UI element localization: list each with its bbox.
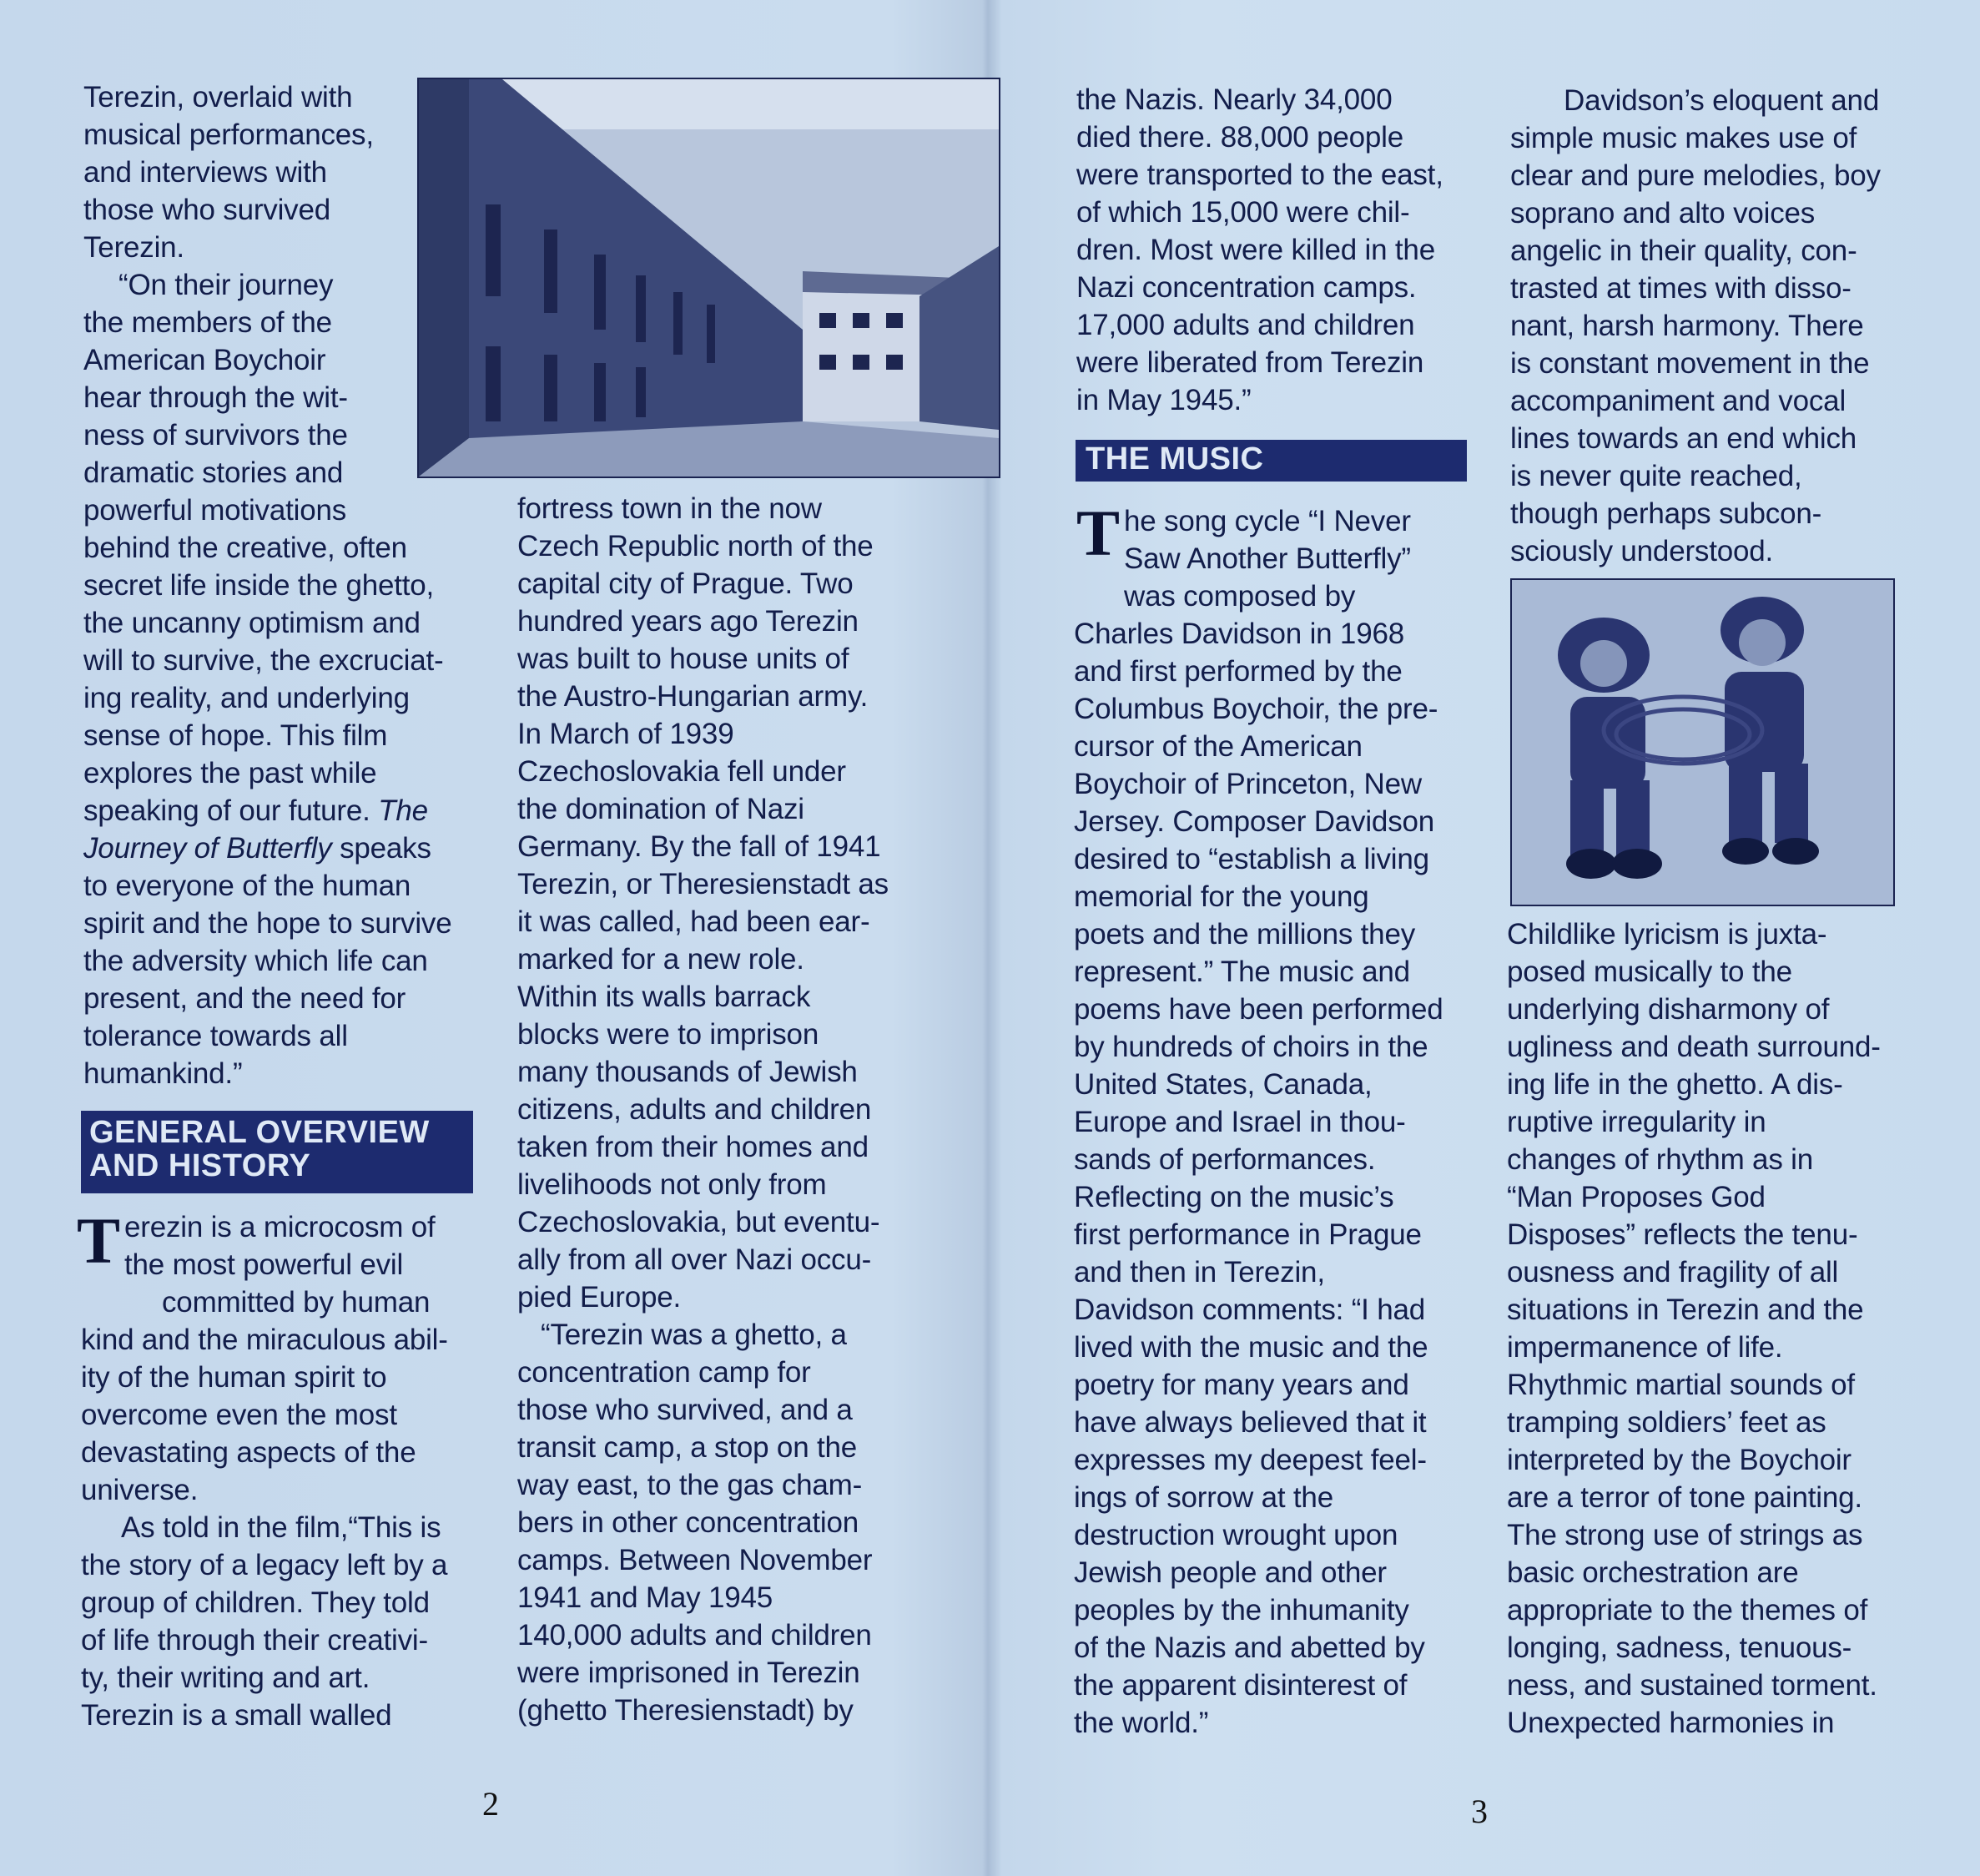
text-line: kind and the miraculous abil- <box>81 1324 448 1356</box>
text-line: peoples by the inhumanity <box>1074 1594 1409 1626</box>
text-line: the Nazis. Nearly 34,000 <box>1076 83 1393 116</box>
text-line: Czechoslovakia, but eventu- <box>517 1206 880 1238</box>
text-line: he song cycle “I Never <box>1124 505 1411 537</box>
text-line: of which 15,000 were chil- <box>1076 196 1410 229</box>
text-line: humankind.” <box>83 1057 243 1090</box>
text-line: those who survived <box>83 194 331 226</box>
text-line: was built to house units of <box>517 643 849 675</box>
text-line: Czechoslovakia fell under <box>517 755 846 788</box>
text-line: transit camp, a stop on the <box>517 1431 858 1464</box>
text-line: blocks were to imprison <box>517 1018 819 1051</box>
text-line: ing reality, and underlying <box>83 682 410 714</box>
text-line: secret life inside the ghetto, <box>83 569 435 602</box>
text-line: in May 1945.” <box>1076 384 1252 416</box>
text-line: taken from their homes and <box>517 1131 869 1163</box>
text-line <box>83 830 451 867</box>
text-line: lines towards an end which <box>1510 422 1857 455</box>
text-line: lived with the music and the <box>1074 1331 1428 1364</box>
text-line: is constant movement in the <box>1510 347 1870 380</box>
text-line: In March of 1939 <box>517 718 734 750</box>
text-line: have always believed that it <box>1074 1406 1427 1439</box>
text-line: 140,000 adults and children <box>517 1619 872 1652</box>
text-line: dramatic stories and <box>83 456 344 489</box>
text-line: the most powerful evil <box>124 1248 404 1281</box>
text-line: erezin is a microcosm of <box>124 1211 436 1243</box>
text-line: trasted at times with disso- <box>1510 272 1852 305</box>
text-line: interpreted by the Boychoir <box>1507 1444 1852 1476</box>
text-line: behind the creative, often <box>83 532 407 564</box>
section-heading-the-music: THE MUSIC <box>1076 440 1467 482</box>
text-line: concentration camp for <box>517 1356 811 1389</box>
text-line: is never quite reached, <box>1510 460 1802 492</box>
text-line: Jersey. Composer Davidson <box>1074 805 1435 838</box>
text-line: posed musically to the <box>1507 956 1792 988</box>
text-line: powerful motivations <box>83 494 347 527</box>
text-line: “Terezin was a ghetto, a <box>541 1319 847 1351</box>
text-line: devastating aspects of the <box>81 1436 416 1469</box>
text-line: (ghetto Theresienstadt) by <box>517 1694 854 1727</box>
text-line: nant, harsh harmony. There <box>1510 310 1864 342</box>
text-line: As told in the film,“This is <box>121 1511 441 1544</box>
text-line: ty, their writing and art. <box>81 1662 370 1694</box>
text-line: cursor of the American <box>1074 730 1363 763</box>
text-line: Terezin. <box>83 231 184 264</box>
text-line: simple music makes use of <box>1510 122 1857 154</box>
text-line: universe. <box>81 1474 199 1506</box>
heading-line: GENERAL OVERVIEW <box>89 1115 430 1150</box>
text-segment: speaking of our future. <box>83 794 379 827</box>
text-line: ings of sorrow at the <box>1074 1481 1333 1514</box>
left-col1-bottom-text <box>81 1208 448 1734</box>
text-line: represent.” The music and <box>1074 956 1410 988</box>
text-line: and then in Terezin, <box>1074 1256 1325 1288</box>
text-line: sciously understood. <box>1510 535 1774 567</box>
right-col3-bottom-text <box>1074 497 1443 1742</box>
text-line: to everyone of the human <box>83 870 411 902</box>
text-line: ugliness and death surround- <box>1507 1031 1881 1063</box>
text-line: desired to “establish a living <box>1074 843 1429 875</box>
text-line: Nazi concentration camps. <box>1076 271 1417 304</box>
text-line: Jewish people and other <box>1074 1556 1387 1589</box>
text-line: first performance in Prague <box>1074 1218 1422 1251</box>
italic-title-text: The <box>378 794 428 827</box>
text-line: musical performances, <box>83 119 374 151</box>
text-line: way east, to the gas cham- <box>517 1469 863 1501</box>
text-line: appropriate to the themes of <box>1507 1594 1868 1626</box>
text-line: American Boychoir <box>83 344 326 376</box>
text-line: group of children. They told <box>81 1586 430 1619</box>
text-line: Within its walls barrack <box>517 981 811 1013</box>
text-line: will to survive, the excruciat- <box>83 644 444 677</box>
text-line: expresses my deepest feel- <box>1074 1444 1427 1476</box>
left-col2-text <box>517 490 889 1729</box>
text-line: Charles Davidson in 1968 <box>1074 618 1404 650</box>
text-line: underlying disharmony of <box>1507 993 1830 1026</box>
text-line: angelic in their quality, con- <box>1510 234 1857 267</box>
text-line: were transported to the east, <box>1076 159 1443 191</box>
text-line: Reflecting on the music’s <box>1074 1181 1394 1213</box>
text-line: The strong use of strings as <box>1507 1519 1863 1551</box>
text-line: ally from all over Nazi occu- <box>517 1243 872 1276</box>
text-line: the story of a legacy left by a <box>81 1549 448 1581</box>
text-line: impermanence of life. <box>1507 1331 1783 1364</box>
text-line: committed by human <box>162 1286 431 1319</box>
text-line: accompaniment and vocal <box>1510 385 1846 417</box>
text-line: Davidson’s eloquent and <box>1564 84 1880 117</box>
terezin-barracks-photo <box>417 78 1000 478</box>
text-line: tolerance towards all <box>83 1020 348 1052</box>
text-line: poems have been performed <box>1074 993 1443 1026</box>
right-col4-top-text <box>1510 82 1881 570</box>
text-line: citizens, adults and children <box>517 1093 872 1126</box>
drop-cap: T <box>1076 497 1121 569</box>
text-line: bers in other concentration <box>517 1506 859 1539</box>
children-drawing-image <box>1510 578 1895 906</box>
text-segment: speaks <box>331 832 431 865</box>
text-line: ruptive irregularity in <box>1507 1106 1766 1138</box>
text-line: destruction wrought upon <box>1074 1519 1398 1551</box>
text-line: memorial for the young <box>1074 880 1369 913</box>
text-line: those who survived, and a <box>517 1394 853 1426</box>
text-line: Disposes” reflects the tenu- <box>1507 1218 1858 1251</box>
text-line: and interviews with <box>83 156 327 189</box>
text-line: Europe and Israel in thou- <box>1074 1106 1406 1138</box>
text-line: longing, sadness, tenuous- <box>1507 1631 1852 1664</box>
text-line: sense of hope. This film <box>83 719 388 752</box>
text-line: died there. 88,000 people <box>1076 121 1403 154</box>
heading-line: AND HISTORY <box>89 1148 311 1183</box>
text-line: ing life in the ghetto. A dis- <box>1507 1068 1843 1101</box>
text-line: many thousands of Jewish <box>517 1056 858 1088</box>
text-line: Terezin, or Theresienstadt as <box>517 868 889 900</box>
text-line: ousness and fragility of all <box>1507 1256 1839 1288</box>
text-line: Childlike lyricism is juxta- <box>1507 918 1827 951</box>
text-line: explores the past while <box>83 757 377 789</box>
text-line: by hundreds of choirs in the <box>1074 1031 1428 1063</box>
text-line: clear and pure melodies, boy <box>1510 159 1881 192</box>
text-line: present, and the need for <box>83 982 406 1015</box>
page-number-right: 3 <box>1471 1793 1488 1830</box>
text-line: tramping soldiers’ feet as <box>1507 1406 1826 1439</box>
text-line: changes of rhythm as in <box>1507 1143 1813 1176</box>
text-line: poetry for many years and <box>1074 1369 1409 1401</box>
text-line: poets and the millions they <box>1074 918 1416 951</box>
text-line: dren. Most were killed in the <box>1076 234 1435 266</box>
text-line: United States, Canada, <box>1074 1068 1373 1101</box>
text-line: “On their journey <box>118 269 334 301</box>
left-col1-top-text <box>83 78 451 1092</box>
text-line: and first performed by the <box>1074 655 1403 688</box>
text-line: Davidson comments: “I had <box>1074 1294 1426 1326</box>
text-line: “Man Proposes God <box>1507 1181 1766 1213</box>
text-line: camps. Between November <box>517 1544 873 1576</box>
text-line: situations in Terezin and the <box>1507 1294 1864 1326</box>
text-line: Saw Another Butterfly” <box>1124 542 1411 575</box>
page-number-left: 2 <box>482 1785 499 1823</box>
text-line: livelihoods not only from <box>517 1168 827 1201</box>
text-line: sands of performances. <box>1074 1143 1376 1176</box>
text-line: the Austro-Hungarian army. <box>517 680 869 713</box>
text-line: the adversity which life can <box>83 945 428 977</box>
text-line: fortress town in the now <box>517 492 822 525</box>
right-col4-bottom-text <box>1507 915 1881 1742</box>
text-line: the uncanny optimism and <box>83 607 421 639</box>
text-line: Terezin is a small walled <box>81 1699 392 1732</box>
text-line: it was called, had been ear- <box>517 905 870 938</box>
text-line <box>83 792 451 830</box>
text-line: basic orchestration are <box>1507 1556 1799 1589</box>
text-line: the members of the <box>83 306 332 339</box>
text-line: Boychoir of Princeton, New <box>1074 768 1422 800</box>
section-heading-general-overview <box>81 1111 473 1193</box>
text-line: 17,000 adults and children <box>1076 309 1415 341</box>
text-line: were imprisoned in Terezin <box>517 1657 860 1689</box>
text-line: Czech Republic north of the <box>517 530 874 562</box>
text-line: are a terror of tone painting. <box>1507 1481 1862 1514</box>
text-line: ness, and sustained torment. <box>1507 1669 1877 1702</box>
text-line: overcome even the most <box>81 1399 397 1431</box>
text-line: was composed by <box>1124 580 1356 613</box>
text-line: hear through the wit- <box>83 381 348 414</box>
text-line: spirit and the hope to survive <box>83 907 452 940</box>
text-line: the apparent disinterest of <box>1074 1669 1408 1702</box>
text-line: capital city of Prague. Two <box>517 567 854 600</box>
italic-title-text: Journey of Butterfly <box>83 832 332 865</box>
text-line: though perhaps subcon- <box>1510 497 1822 530</box>
text-line: ity of the human spirit to <box>81 1361 387 1394</box>
text-line: Germany. By the fall of 1941 <box>517 830 881 863</box>
text-line: soprano and alto voices <box>1510 197 1816 229</box>
text-line: were liberated from Terezin <box>1076 346 1424 379</box>
text-line: 1941 and May 1945 <box>517 1581 773 1614</box>
text-line: Columbus Boychoir, the pre- <box>1074 693 1438 725</box>
text-line: of life through their creativi- <box>81 1624 428 1657</box>
text-line: hundred years ago Terezin <box>517 605 859 638</box>
text-line: pied Europe. <box>517 1281 682 1314</box>
text-line: of the Nazis and abetted by <box>1074 1631 1425 1664</box>
text-line: the domination of Nazi <box>517 793 804 825</box>
drop-cap: T <box>77 1204 121 1277</box>
text-line: Unexpected harmonies in <box>1507 1707 1835 1739</box>
text-line: marked for a new role. <box>517 943 804 976</box>
text-line: Rhythmic martial sounds of <box>1507 1369 1855 1401</box>
text-line: ness of survivors the <box>83 419 348 451</box>
text-line: the world.” <box>1074 1707 1209 1739</box>
text-line: Terezin, overlaid with <box>83 81 353 113</box>
right-col3-top-text <box>1076 81 1443 419</box>
